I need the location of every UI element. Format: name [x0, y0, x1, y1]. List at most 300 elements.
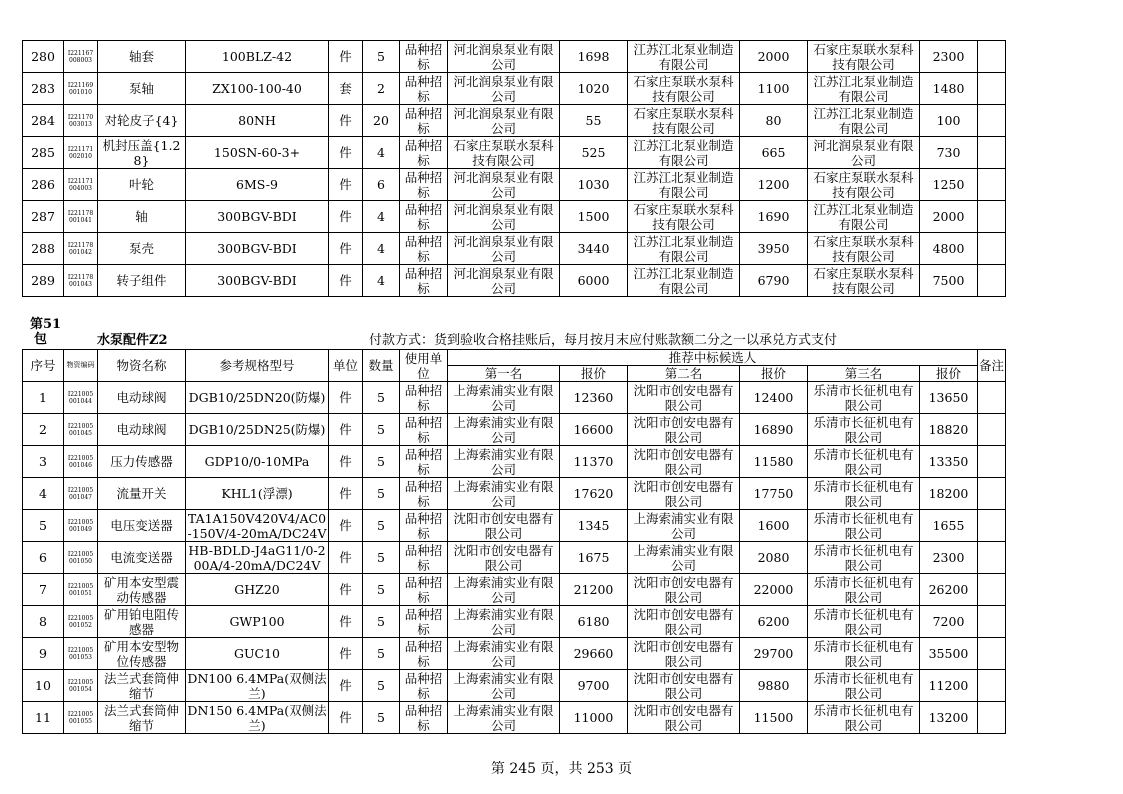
- second-price: 6790: [740, 265, 808, 297]
- unit: 件: [329, 574, 363, 606]
- header-qty: 数量: [363, 350, 400, 382]
- material-name: 矿用本安型物位传感器: [98, 638, 186, 670]
- unit: 件: [329, 41, 363, 73]
- quantity: 5: [363, 382, 400, 414]
- third-price: 13200: [920, 702, 978, 734]
- unit: 件: [329, 606, 363, 638]
- row-number: 10: [23, 670, 64, 702]
- material-code: I221005 001055: [64, 702, 98, 734]
- note: [978, 606, 1006, 638]
- second-candidate: 沈阳市创安电器有限公司: [628, 382, 740, 414]
- table-row: [23, 382, 1006, 414]
- header-price-2: 报价: [740, 366, 808, 382]
- first-price: 525: [560, 137, 628, 169]
- spec-model: 300BGV-BDI: [186, 233, 329, 265]
- procurement-method: 品种招标: [400, 382, 448, 414]
- second-candidate: 石家庄泵联水泵科技有限公司: [628, 73, 740, 105]
- table-row: [23, 233, 1006, 265]
- third-candidate: 乐清市长征机电有限公司: [808, 638, 920, 670]
- unit: 件: [329, 105, 363, 137]
- note: [978, 478, 1006, 510]
- first-price: 17620: [560, 478, 628, 510]
- header-third: 第三名: [808, 366, 920, 382]
- third-price: 11200: [920, 670, 978, 702]
- material-name: 轴: [98, 201, 186, 233]
- table-row: [23, 574, 1006, 606]
- first-candidate: 沈阳市创安电器有限公司: [448, 510, 560, 542]
- second-candidate: 江苏江北泵业制造有限公司: [628, 137, 740, 169]
- note: [978, 638, 1006, 670]
- material-name: 矿用铂电阻传感器: [98, 606, 186, 638]
- second-price: 12400: [740, 382, 808, 414]
- material-code: I221005 001047: [64, 478, 98, 510]
- first-candidate: 上海索浦实业有限公司: [448, 414, 560, 446]
- second-candidate: 沈阳市创安电器有限公司: [628, 574, 740, 606]
- note: [978, 510, 1006, 542]
- table-row: [23, 137, 1006, 169]
- unit: 件: [329, 510, 363, 542]
- second-candidate: 沈阳市创安电器有限公司: [628, 446, 740, 478]
- second-price: 1600: [740, 510, 808, 542]
- first-candidate: 河北润泉泵业有限公司: [448, 233, 560, 265]
- material-name: 法兰式套筒伸缩节: [98, 702, 186, 734]
- third-candidate: 江苏江北泵业制造有限公司: [808, 73, 920, 105]
- unit: 件: [329, 478, 363, 510]
- spec-model: ZX100-100-40: [186, 73, 329, 105]
- second-candidate: 沈阳市创安电器有限公司: [628, 638, 740, 670]
- note: [978, 233, 1006, 265]
- first-price: 1500: [560, 201, 628, 233]
- material-code: I221169 001010: [64, 73, 98, 105]
- first-candidate: 上海索浦实业有限公司: [448, 638, 560, 670]
- second-candidate: 江苏江北泵业制造有限公司: [628, 41, 740, 73]
- spec-model: GDP10/0-10MPa: [186, 446, 329, 478]
- second-candidate: 江苏江北泵业制造有限公司: [628, 169, 740, 201]
- quantity: 4: [363, 137, 400, 169]
- third-price: 1480: [920, 73, 978, 105]
- first-candidate: 上海索浦实业有限公司: [448, 478, 560, 510]
- table-row: [23, 265, 1006, 297]
- third-candidate: 乐清市长征机电有限公司: [808, 414, 920, 446]
- third-candidate: 石家庄泵联水泵科技有限公司: [808, 169, 920, 201]
- unit: 件: [329, 702, 363, 734]
- spec-model: 100BLZ-42: [186, 41, 329, 73]
- third-candidate: 乐清市长征机电有限公司: [808, 478, 920, 510]
- second-price: 1100: [740, 73, 808, 105]
- row-number: 1: [23, 382, 64, 414]
- quantity: 4: [363, 265, 400, 297]
- unit: 件: [329, 670, 363, 702]
- quantity: 4: [363, 201, 400, 233]
- spec-model: GWP100: [186, 606, 329, 638]
- material-name: 机封压盖{1.28}: [98, 137, 186, 169]
- bottom-table-body: [23, 382, 1006, 734]
- third-candidate: 乐清市长征机电有限公司: [808, 670, 920, 702]
- material-name: 法兰式套筒伸缩节: [98, 670, 186, 702]
- row-number: 283: [23, 73, 64, 105]
- first-price: 29660: [560, 638, 628, 670]
- spec-model: 6MS-9: [186, 169, 329, 201]
- package-label-line2: 包: [34, 332, 48, 347]
- material-name: 泵壳: [98, 233, 186, 265]
- material-name: 泵轴: [98, 73, 186, 105]
- third-price: 2000: [920, 201, 978, 233]
- note: [978, 670, 1006, 702]
- first-price: 1698: [560, 41, 628, 73]
- first-price: 3440: [560, 233, 628, 265]
- spec-model: 300BGV-BDI: [186, 265, 329, 297]
- second-candidate: 石家庄泵联水泵科技有限公司: [628, 105, 740, 137]
- unit: 套: [329, 73, 363, 105]
- header-candidates: 推荐中标候选人: [448, 350, 978, 366]
- procurement-method: 品种招标: [400, 41, 448, 73]
- top-table-body: [23, 41, 1006, 297]
- first-candidate: 河北润泉泵业有限公司: [448, 73, 560, 105]
- procurement-method: 品种招标: [400, 105, 448, 137]
- second-price: 665: [740, 137, 808, 169]
- third-candidate: 乐清市长征机电有限公司: [808, 574, 920, 606]
- material-code: I221171 002010: [64, 137, 98, 169]
- table-row: [23, 606, 1006, 638]
- first-price: 6180: [560, 606, 628, 638]
- third-candidate: 石家庄泵联水泵科技有限公司: [808, 41, 920, 73]
- unit: 件: [329, 446, 363, 478]
- material-code: I221005 001051: [64, 574, 98, 606]
- note: [978, 265, 1006, 297]
- second-candidate: 江苏江北泵业制造有限公司: [628, 233, 740, 265]
- note: [978, 382, 1006, 414]
- procurement-method: 品种招标: [400, 510, 448, 542]
- note: [978, 446, 1006, 478]
- procurement-method: 品种招标: [400, 265, 448, 297]
- note: [978, 574, 1006, 606]
- procurement-method: 品种招标: [400, 574, 448, 606]
- procurement-method: 品种招标: [400, 233, 448, 265]
- unit: 件: [329, 638, 363, 670]
- note: [978, 201, 1006, 233]
- row-number: 2: [23, 414, 64, 446]
- quantity: 2: [363, 73, 400, 105]
- quantity: 5: [363, 510, 400, 542]
- procurement-method: 品种招标: [400, 542, 448, 574]
- row-number: 9: [23, 638, 64, 670]
- material-code: I221005 001050: [64, 542, 98, 574]
- row-number: 4: [23, 478, 64, 510]
- row-number: 7: [23, 574, 64, 606]
- third-candidate: 乐清市长征机电有限公司: [808, 510, 920, 542]
- quantity: 5: [363, 702, 400, 734]
- header-spec: 参考规格型号: [186, 350, 329, 382]
- procurement-method: 品种招标: [400, 414, 448, 446]
- third-price: 26200: [920, 574, 978, 606]
- table-header: [23, 350, 1006, 382]
- third-price: 1655: [920, 510, 978, 542]
- third-price: 4800: [920, 233, 978, 265]
- procurement-method: 品种招标: [400, 137, 448, 169]
- header-second: 第二名: [628, 366, 740, 382]
- material-code: I221178 001041: [64, 201, 98, 233]
- first-price: 9700: [560, 670, 628, 702]
- procurement-method: 品种招标: [400, 670, 448, 702]
- third-price: 18820: [920, 414, 978, 446]
- first-price: 6000: [560, 265, 628, 297]
- first-candidate: 上海索浦实业有限公司: [448, 446, 560, 478]
- spec-model: DN100 6.4MPa(双侧法兰): [187, 670, 327, 701]
- third-price: 13350: [920, 446, 978, 478]
- spec-model: TA1A150V420V4/AC0-150V/4-20mA/DC24V: [187, 510, 327, 541]
- spec-model: HB-BDLD-J4aG11/0-200A/4-20mA/DC24V: [186, 542, 329, 574]
- third-price: 100: [920, 105, 978, 137]
- third-candidate: 乐清市长征机电有限公司: [808, 382, 920, 414]
- table-row: [23, 414, 1006, 446]
- second-price: 6200: [740, 606, 808, 638]
- header-name: 物资名称: [98, 350, 186, 382]
- table-row: [23, 542, 1006, 574]
- third-candidate: 乐清市长征机电有限公司: [808, 606, 920, 638]
- spec-model: GUC10: [186, 638, 329, 670]
- note: [978, 137, 1006, 169]
- material-name: 电压变送器: [98, 510, 186, 542]
- material-code: I221171 004003: [64, 169, 98, 201]
- first-price: 11370: [560, 446, 628, 478]
- row-number: 285: [23, 137, 64, 169]
- material-name: 矿用本安型震动传感器: [98, 574, 186, 606]
- procurement-method: 品种招标: [400, 638, 448, 670]
- quantity: 5: [363, 638, 400, 670]
- table-row: [23, 638, 1006, 670]
- table-row: [23, 201, 1006, 233]
- procurement-method: 品种招标: [400, 478, 448, 510]
- procurement-method: 品种招标: [400, 446, 448, 478]
- quantity: 5: [363, 574, 400, 606]
- first-price: 21200: [560, 574, 628, 606]
- third-candidate: 乐清市长征机电有限公司: [808, 446, 920, 478]
- unit: 件: [329, 201, 363, 233]
- package-label-line1: 第51: [30, 317, 62, 332]
- third-price: 18200: [920, 478, 978, 510]
- spec-model: DGB10/25DN25(防爆): [186, 414, 329, 446]
- second-candidate: 沈阳市创安电器有限公司: [628, 478, 740, 510]
- header-code: 物资编码: [64, 350, 98, 382]
- row-number: 286: [23, 169, 64, 201]
- material-code: I221005 001044: [64, 382, 98, 414]
- material-name: 流量开关: [98, 478, 186, 510]
- third-price: 13650: [920, 382, 978, 414]
- quantity: 4: [363, 233, 400, 265]
- spec-model: KHL1(浮漂): [186, 478, 329, 510]
- second-price: 2080: [740, 542, 808, 574]
- third-candidate: 石家庄泵联水泵科技有限公司: [808, 233, 920, 265]
- page-footer: 第 245 页，共 253 页: [490, 761, 633, 777]
- material-code: I221005 001045: [64, 414, 98, 446]
- third-candidate: 江苏江北泵业制造有限公司: [808, 105, 920, 137]
- unit: 件: [329, 233, 363, 265]
- second-price: 11500: [740, 702, 808, 734]
- procurement-method: 品种招标: [400, 73, 448, 105]
- note: [978, 105, 1006, 137]
- header-price-3: 报价: [920, 366, 978, 382]
- procurement-method: 品种招标: [400, 702, 448, 734]
- material-code: I221170 003013: [64, 105, 98, 137]
- quantity: 5: [363, 414, 400, 446]
- second-price: 29700: [740, 638, 808, 670]
- table-row: [23, 105, 1006, 137]
- material-code: I221167 008003: [64, 41, 98, 73]
- package-51-bid-table: [22, 349, 1006, 734]
- table-row: [23, 73, 1006, 105]
- quantity: 5: [363, 670, 400, 702]
- procurement-method: 品种招标: [400, 606, 448, 638]
- top-bid-table: [22, 40, 1006, 297]
- first-candidate: 河北润泉泵业有限公司: [448, 201, 560, 233]
- material-code: I221178 001043: [64, 265, 98, 297]
- second-price: 22000: [740, 574, 808, 606]
- row-number: 289: [23, 265, 64, 297]
- table-row: [23, 446, 1006, 478]
- header-no: 序号: [23, 350, 64, 382]
- third-candidate: 石家庄泵联水泵科技有限公司: [808, 265, 920, 297]
- material-name: 轴套: [98, 41, 186, 73]
- header-first: 第一名: [448, 366, 560, 382]
- unit: 件: [329, 542, 363, 574]
- table-row: [23, 41, 1006, 73]
- row-number: 287: [23, 201, 64, 233]
- material-name: 电动球阀: [98, 414, 186, 446]
- header-price-1: 报价: [560, 366, 628, 382]
- first-candidate: 上海索浦实业有限公司: [448, 382, 560, 414]
- material-code: I221005 001052: [64, 606, 98, 638]
- material-name: 电动球阀: [98, 382, 186, 414]
- unit: 件: [329, 414, 363, 446]
- second-price: 80: [740, 105, 808, 137]
- first-price: 1020: [560, 73, 628, 105]
- first-price: 1675: [560, 542, 628, 574]
- row-number: 280: [23, 41, 64, 73]
- row-number: 8: [23, 606, 64, 638]
- quantity: 5: [363, 478, 400, 510]
- first-candidate: 河北润泉泵业有限公司: [448, 41, 560, 73]
- material-code: I221005 001053: [64, 638, 98, 670]
- procurement-method: 品种招标: [400, 169, 448, 201]
- second-price: 3950: [740, 233, 808, 265]
- table-row: [23, 478, 1006, 510]
- material-name: 压力传感器: [98, 446, 186, 478]
- material-name: 转子组件: [98, 265, 186, 297]
- first-price: 55: [560, 105, 628, 137]
- spec-model: DN150 6.4MPa(双侧法兰): [187, 702, 327, 733]
- note: [978, 702, 1006, 734]
- material-name: 电流变送器: [98, 542, 186, 574]
- second-candidate: 沈阳市创安电器有限公司: [628, 606, 740, 638]
- second-price: 1690: [740, 201, 808, 233]
- first-candidate: 石家庄泵联水泵科技有限公司: [448, 137, 560, 169]
- second-candidate: 石家庄泵联水泵科技有限公司: [628, 201, 740, 233]
- quantity: 20: [363, 105, 400, 137]
- second-candidate: 沈阳市创安电器有限公司: [628, 670, 740, 702]
- third-price: 1250: [920, 169, 978, 201]
- third-candidate: 河北润泉泵业有限公司: [808, 137, 920, 169]
- table-row: [23, 702, 1006, 734]
- row-number: 11: [23, 702, 64, 734]
- quantity: 5: [363, 41, 400, 73]
- third-candidate: 乐清市长征机电有限公司: [808, 702, 920, 734]
- second-price: 11580: [740, 446, 808, 478]
- first-price: 1345: [560, 510, 628, 542]
- quantity: 5: [363, 542, 400, 574]
- material-code: I221005 001054: [64, 670, 98, 702]
- first-candidate: 河北润泉泵业有限公司: [448, 169, 560, 201]
- second-price: 2000: [740, 41, 808, 73]
- spec-model: 300BGV-BDI: [186, 201, 329, 233]
- note: [978, 542, 1006, 574]
- unit: 件: [329, 137, 363, 169]
- first-candidate: 上海索浦实业有限公司: [448, 574, 560, 606]
- unit: 件: [329, 265, 363, 297]
- row-number: 284: [23, 105, 64, 137]
- first-candidate: 河北润泉泵业有限公司: [448, 105, 560, 137]
- row-number: 3: [23, 446, 64, 478]
- second-price: 9880: [740, 670, 808, 702]
- first-price: 1030: [560, 169, 628, 201]
- material-name: 叶轮: [98, 169, 186, 201]
- material-code: I221178 001042: [64, 233, 98, 265]
- third-price: 730: [920, 137, 978, 169]
- row-number: 5: [23, 510, 64, 542]
- third-candidate: 江苏江北泵业制造有限公司: [808, 201, 920, 233]
- header-method: 使用单位: [400, 350, 448, 382]
- package-label: [30, 317, 61, 347]
- third-price: 35500: [920, 638, 978, 670]
- third-candidate: 乐清市长征机电有限公司: [808, 542, 920, 574]
- material-code: I221005 001049: [64, 510, 98, 542]
- second-price: 17750: [740, 478, 808, 510]
- header-note: 备注: [978, 350, 1006, 382]
- spec-model: DGB10/25DN20(防爆): [186, 382, 329, 414]
- unit: 件: [329, 169, 363, 201]
- third-price: 2300: [920, 41, 978, 73]
- table-row: [23, 670, 1006, 702]
- note: [978, 41, 1006, 73]
- note: [978, 169, 1006, 201]
- third-price: 7200: [920, 606, 978, 638]
- second-candidate: 上海索浦实业有限公司: [628, 542, 740, 574]
- package-name: 水泵配件Z2: [97, 333, 168, 348]
- row-number: 6: [23, 542, 64, 574]
- second-price: 16890: [740, 414, 808, 446]
- second-candidate: 上海索浦实业有限公司: [628, 510, 740, 542]
- row-number: 288: [23, 233, 64, 265]
- table-row: [23, 169, 1006, 201]
- first-candidate: 上海索浦实业有限公司: [448, 670, 560, 702]
- material-code: I221005 001046: [64, 446, 98, 478]
- note: [978, 414, 1006, 446]
- first-candidate: 沈阳市创安电器有限公司: [448, 542, 560, 574]
- spec-model: 80NH: [186, 105, 329, 137]
- second-candidate: 江苏江北泵业制造有限公司: [628, 265, 740, 297]
- first-price: 11000: [560, 702, 628, 734]
- first-price: 16600: [560, 414, 628, 446]
- spec-model: GHZ20: [186, 574, 329, 606]
- unit: 件: [329, 382, 363, 414]
- first-candidate: 上海索浦实业有限公司: [448, 606, 560, 638]
- quantity: 5: [363, 606, 400, 638]
- third-price: 2300: [920, 542, 978, 574]
- payment-terms: 付款方式：货到验收合格挂账后，每月按月末应付账款额二分之一以承兑方式支付: [369, 333, 838, 348]
- table-row: [23, 510, 1006, 542]
- second-price: 1200: [740, 169, 808, 201]
- second-candidate: 沈阳市创安电器有限公司: [628, 414, 740, 446]
- procurement-method: 品种招标: [400, 201, 448, 233]
